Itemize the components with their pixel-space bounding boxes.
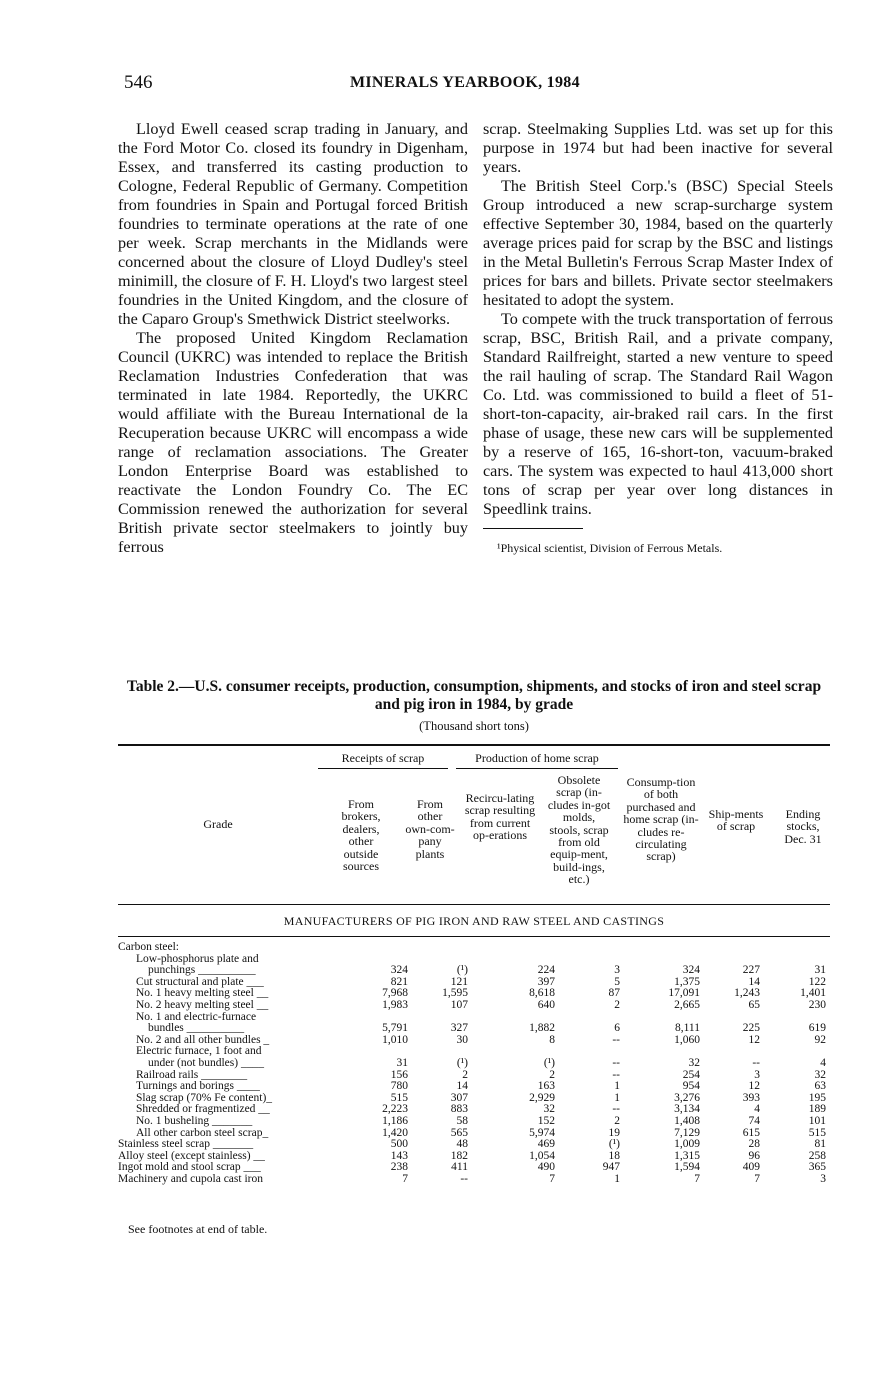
table-cell: 31 xyxy=(814,964,826,977)
table-cell: 28 xyxy=(748,1138,760,1151)
table-cell: 327 xyxy=(450,1022,468,1035)
table-cell: 1,595 xyxy=(442,987,468,1000)
table-cell: 954 xyxy=(682,1080,700,1093)
table-cell: 58 xyxy=(456,1114,468,1127)
table-cell: (¹) xyxy=(456,964,468,977)
table-cell: 307 xyxy=(450,1091,468,1104)
table-cell: 101 xyxy=(808,1114,826,1127)
table-cell: 32 xyxy=(814,1068,826,1081)
table-cell: 8,618 xyxy=(529,987,555,1000)
table-cell: 1,594 xyxy=(674,1161,700,1174)
table-cell: 107 xyxy=(450,998,468,1011)
group-rule xyxy=(318,768,448,769)
table-cell: 3 xyxy=(754,1068,760,1081)
table-cell: 821 xyxy=(390,975,408,988)
table-cell: 1,010 xyxy=(382,1033,408,1046)
row-grade: Slag scrap (70% Fe content)_ xyxy=(136,1091,273,1104)
table-cell: 565 xyxy=(450,1126,468,1139)
right-text-column xyxy=(483,120,833,555)
row-grade: No. 2 and all other bundles _ xyxy=(136,1033,270,1046)
group-header-receipts: Receipts of scrap xyxy=(341,751,425,765)
table-cell: -- xyxy=(612,1103,620,1116)
header-obsolete: Obsolete scrap (in-cludes in-got molds, stools, scrap from old equip-ment, build-ings, etc.) xyxy=(547,773,611,887)
table-cell: 258 xyxy=(808,1149,826,1162)
table-cell: 7 xyxy=(694,1172,700,1185)
table-cell: 2,223 xyxy=(382,1103,408,1116)
table-cell: 1,408 xyxy=(674,1114,700,1127)
row-grade: Shredded or fragmentized __ xyxy=(136,1103,270,1116)
table-cell: 469 xyxy=(537,1138,555,1151)
paragraph: To compete with the truck transportation of ferrous scrap, BSC, British Rail, and a private company, Standard Railfreight, started a new venture to speed the rail hauling of scrap. The Standard Rail Wagon Co. Ltd. was commissioned to build a fleet of 51-short-ton-capacity, air-braked rail cars. In the first phase of usage, these new cars will be supplemented by a reserve of 165, 16-short-ton, vacuum-braked cars. The system was expected to haul 413,000 short tons of scrap per year over long distances in Speedlink trains. xyxy=(483,310,833,518)
table-cell: 152 xyxy=(537,1114,555,1127)
table-cell: 1,882 xyxy=(529,1022,555,1035)
paragraph: scrap. Steelmaking Supplies Ltd. was set up for this purpose in 1974 but had been inactive for several years. xyxy=(483,120,833,176)
table-cell: 6 xyxy=(614,1022,620,1035)
table-cell: 195 xyxy=(808,1091,826,1104)
table-cell: 1,054 xyxy=(529,1149,555,1162)
table-cell: 3,134 xyxy=(674,1103,700,1116)
table-row xyxy=(118,1174,830,1186)
table-cell: 14 xyxy=(748,975,760,988)
row-grade: Railroad rails ________ xyxy=(136,1068,248,1081)
table-cell: (¹) xyxy=(543,1056,555,1069)
table-cell: 48 xyxy=(456,1138,468,1151)
table-cell: 156 xyxy=(390,1068,408,1081)
row-grade: No. 2 heavy melting steel __ xyxy=(136,998,269,1011)
group-header-production: Production of home scrap xyxy=(475,751,599,765)
table-cell: 1,315 xyxy=(674,1149,700,1162)
table-cell: 8,111 xyxy=(674,1022,700,1035)
table-cell: 1,243 xyxy=(734,987,760,1000)
table-cell: 2 xyxy=(549,1068,555,1081)
header-grade: Grade xyxy=(203,817,233,831)
table-row xyxy=(118,1000,830,1012)
footnote: ¹Physical scientist, Division of Ferrous Metals. xyxy=(497,541,723,555)
table-body xyxy=(118,942,830,1185)
table-caption xyxy=(118,678,830,734)
table-cell: 409 xyxy=(742,1161,760,1174)
table-row xyxy=(118,1058,830,1070)
row-grade: Electric furnace, 1 foot and xyxy=(136,1045,262,1058)
table-cell: 1,186 xyxy=(382,1114,408,1127)
table-cell: (¹) xyxy=(456,1056,468,1069)
header-other-plants: From other own-com-pany plants xyxy=(405,797,455,861)
header-recirculating: Recircu-lating scrap resulting from current op-erations xyxy=(464,791,536,843)
table-cell: 189 xyxy=(808,1103,826,1116)
table-cell: 31 xyxy=(396,1056,408,1069)
table-cell: -- xyxy=(612,1033,620,1046)
table-cell: 1,983 xyxy=(382,998,408,1011)
table-cell: 65 xyxy=(748,998,760,1011)
table-cell: 121 xyxy=(450,975,468,988)
table-cell: -- xyxy=(612,1068,620,1081)
table-cell: (¹) xyxy=(608,1138,620,1151)
table-cell: 12 xyxy=(748,1033,760,1046)
table-row xyxy=(118,1023,830,1035)
table-cell: 7 xyxy=(549,1172,555,1185)
table-cell: 1 xyxy=(614,1091,620,1104)
table-cell: 515 xyxy=(390,1091,408,1104)
table-cell: 490 xyxy=(537,1161,555,1174)
page-header xyxy=(120,72,830,100)
table-cell: 63 xyxy=(814,1080,826,1093)
row-grade: Alloy steel (except stainless) __ xyxy=(118,1149,265,1162)
table-cell: 5,974 xyxy=(529,1126,555,1139)
table-cell: 515 xyxy=(808,1126,826,1139)
table-cell: 1 xyxy=(614,1172,620,1185)
row-grade: Stainless steel scrap _______ xyxy=(118,1138,254,1151)
row-grade: All other carbon steel scrap_ xyxy=(136,1126,269,1139)
table-cell: 32 xyxy=(543,1103,555,1116)
table-cell: 81 xyxy=(814,1138,826,1151)
row-grade: Ingot mold and stool scrap ___ xyxy=(118,1161,261,1174)
table-cell: 182 xyxy=(450,1149,468,1162)
table-cell: 7,968 xyxy=(382,987,408,1000)
row-grade: Machinery and cupola cast iron xyxy=(118,1172,263,1185)
row-grade: Cut structural and plate ___ xyxy=(136,975,264,988)
paragraph: Lloyd Ewell ceased scrap trading in January, and the Ford Motor Co. closed its foundry in Digenham, Essex, and transferred its casting production to Cologne, Federal Republic of Germany. Competition from foundries in Spain and Portugal forced British foundries to terminate operations at the rate of one per week. Scrap merchants in the Midlands were concerned about the closure of Lloyd Dudley's steel minimill, the closure of F. H. Lloyd's two largest steel foundries in the United Kingdom, and the closure of the Caparo Group's Smethwick District steelworks. xyxy=(118,120,468,328)
row-grade: No. 1 busheling _______ xyxy=(136,1114,253,1127)
row-grade: punchings __________ xyxy=(148,964,256,977)
row-grade: No. 1 heavy melting steel __ xyxy=(136,987,269,1000)
table-cell: 32 xyxy=(688,1056,700,1069)
header-stocks: Ending stocks, Dec. 31 xyxy=(784,807,822,846)
row-grade: Turnings and borings ____ xyxy=(136,1080,260,1093)
table-cell: 5,791 xyxy=(382,1022,408,1035)
table-cell: -- xyxy=(612,1056,620,1069)
row-grade: Carbon steel: xyxy=(118,941,179,953)
table-cell: 7 xyxy=(402,1172,408,1185)
table-row xyxy=(118,1116,830,1128)
table-cell: 87 xyxy=(608,987,620,1000)
table-cell: 18 xyxy=(608,1149,620,1162)
table-cell: 92 xyxy=(814,1033,826,1046)
section-heading: MANUFACTURERS OF PIG IRON AND RAW STEEL AND CASTINGS xyxy=(283,914,665,928)
table-cell: 619 xyxy=(808,1022,826,1035)
table-cell: 1,009 xyxy=(674,1138,700,1151)
row-grade: No. 1 and electric-furnace xyxy=(136,1010,257,1023)
table-cell: 238 xyxy=(390,1161,408,1174)
table-cell: 2 xyxy=(614,998,620,1011)
see-footnotes-note: See footnotes at end of table. xyxy=(128,1222,268,1236)
table-cell: 1,375 xyxy=(674,975,700,988)
table-cell: 254 xyxy=(682,1068,700,1081)
table-cell: 3 xyxy=(614,964,620,977)
table-row xyxy=(118,1081,830,1093)
row-grade: under (not bundles) ____ xyxy=(148,1056,264,1069)
table-cell: 14 xyxy=(456,1080,468,1093)
table-cell: 883 xyxy=(450,1103,468,1116)
table-units: (Thousand short tons) xyxy=(419,719,529,733)
table-title: Table 2.—U.S. consumer receipts, production, consumption, shipments, and stocks of iron and steel scrap and pig iron in 1984, by grade xyxy=(126,678,822,713)
table-cell: 163 xyxy=(537,1080,555,1093)
table-cell: 143 xyxy=(390,1149,408,1162)
row-grade: Low-phosphorus plate and xyxy=(136,952,259,965)
table-row xyxy=(118,1139,830,1151)
table-cell: 4 xyxy=(754,1103,760,1116)
table-row xyxy=(118,942,830,954)
table-cell: 393 xyxy=(742,1091,760,1104)
left-text-column xyxy=(118,120,468,557)
table-cell: 1,420 xyxy=(382,1126,408,1139)
table-cell: 7,129 xyxy=(674,1126,700,1139)
table-cell: 4 xyxy=(820,1056,826,1069)
table-cell: 2,929 xyxy=(529,1091,555,1104)
table-cell: 8 xyxy=(549,1033,555,1046)
header-shipments: Ship-ments of scrap xyxy=(708,807,764,834)
table-cell: 2 xyxy=(462,1068,468,1081)
table-cell: 2,665 xyxy=(674,998,700,1011)
header-consumption: Consump-tion of both purchased and home scrap (in-cludes re-circulating scrap) xyxy=(623,775,699,864)
table-cell: 3 xyxy=(820,1172,826,1185)
table-cell: 5 xyxy=(614,975,620,988)
table-cell: 324 xyxy=(390,964,408,977)
table-cell: 12 xyxy=(748,1080,760,1093)
table-cell: 615 xyxy=(742,1126,760,1139)
table-cell: 224 xyxy=(537,964,555,977)
table-cell: 96 xyxy=(748,1149,760,1162)
table-cell: 365 xyxy=(808,1161,826,1174)
table-cell: -- xyxy=(752,1056,760,1069)
table-cell: 780 xyxy=(390,1080,408,1093)
paragraph: The British Steel Corp.'s (BSC) Special Steels Group introduced a new scrap-surcharge system effective September 30, 1984, based on the quarterly average prices paid for scrap by the BSC and listings in the Metal Bulletin's Ferrous Scrap Master Index of prices for bars and billets. Private sector steelmakers hesitated to adopt the system. xyxy=(483,177,833,309)
table-cell: 3,276 xyxy=(674,1091,700,1104)
footnote-divider xyxy=(483,528,583,529)
table-cell: 324 xyxy=(682,964,700,977)
table-cell: 411 xyxy=(451,1161,468,1174)
group-rule xyxy=(456,768,618,769)
paragraph: The proposed United Kingdom Reclamation Council (UKRC) was intended to replace the British Reclamation Industries Confederation that was terminated in late 1984. Reportedly, the UKRC would affiliate with the Bureau International de la Recuperation because UKRC will encompass a wide range of reclamation associations. The Greater London Enterprise Board was established to reactivate the London Foundry Co. The EC Commission renewed the authorization for several British private sector steelmakers to jointly buy ferrous xyxy=(118,329,468,556)
table-cell: 122 xyxy=(808,975,826,988)
table-cell: 225 xyxy=(742,1022,760,1035)
table-cell: 1 xyxy=(614,1080,620,1093)
table-cell: 1,401 xyxy=(800,987,826,1000)
table-cell: 19 xyxy=(608,1126,620,1139)
table-cell: 30 xyxy=(456,1033,468,1046)
table-cell: 947 xyxy=(602,1161,620,1174)
header-brokers: From brokers, dealers, other outside sources xyxy=(341,797,381,874)
header-bottom-rule xyxy=(118,904,830,905)
table-cell: 7 xyxy=(754,1172,760,1185)
table-cell: 17,091 xyxy=(668,987,700,1000)
table-top-rule xyxy=(118,744,830,746)
table-cell: 397 xyxy=(537,975,555,988)
table-cell: -- xyxy=(460,1172,468,1185)
row-grade: bundles __________ xyxy=(148,1022,245,1035)
table-cell: 230 xyxy=(808,998,826,1011)
table-cell: 500 xyxy=(390,1138,408,1151)
table-cell: 1,060 xyxy=(674,1033,700,1046)
table-cell: 2 xyxy=(614,1114,620,1127)
table-cell: 640 xyxy=(537,998,555,1011)
section-rule xyxy=(118,936,830,937)
page-number: 546 xyxy=(124,72,153,93)
table-cell: 227 xyxy=(742,964,760,977)
running-title: MINERALS YEARBOOK, 1984 xyxy=(350,74,580,91)
table-cell: 74 xyxy=(748,1114,760,1127)
